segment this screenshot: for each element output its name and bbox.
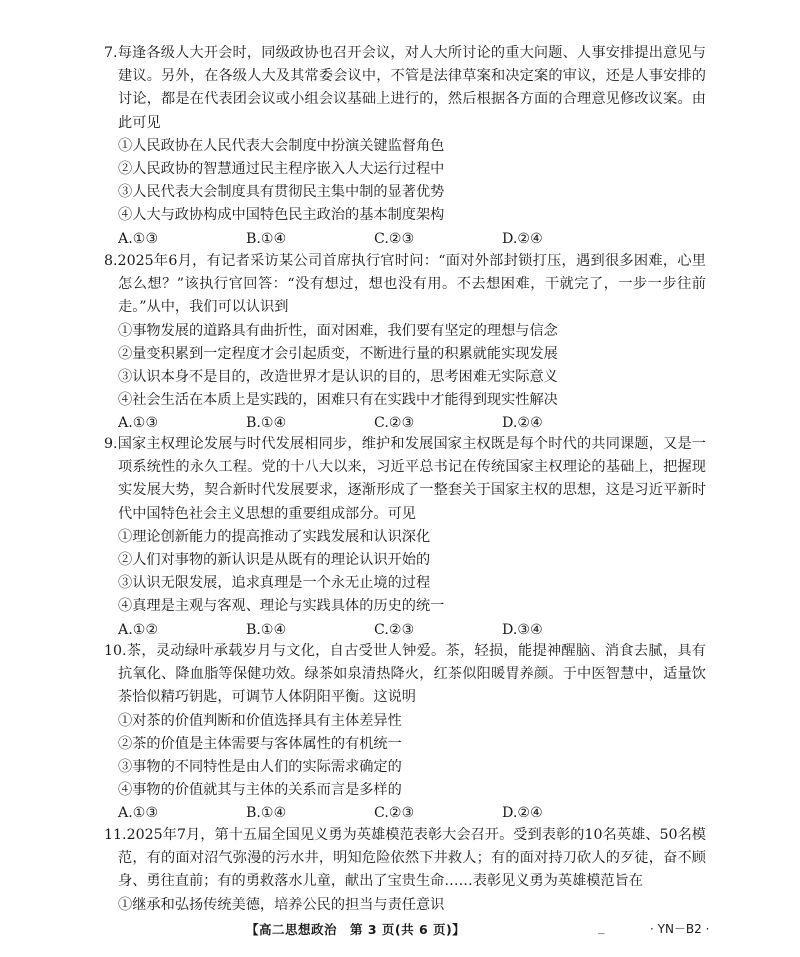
statement: ①对茶的价值判断和价值选择具有主体差异性 <box>118 712 402 729</box>
statement: ④社会生活在本质上是实践的，困难只有在实践中才能得到现实性解决 <box>118 392 558 409</box>
statement: ③人民代表大会制度具有贯彻民主集中制的显著优势 <box>118 184 445 201</box>
statement: ②量变积累到一定程度才会引起质变，不断进行量的积累就能实现发展 <box>118 345 558 362</box>
question-stem: 10.茶，灵动绿叶承载岁月与文化，自古受世人钟爱。茶，轻损，能提神醒脑、消食去腻，具有抗氧化、降血脂等保健功效。绿茶如泉清热降火，红茶似阳暖胃养颜。于中医智慧中，适量饮茶恰似精巧钥匙，可调节人体阴阳平衡。这说明 <box>104 643 706 706</box>
choice-d: D.②④ <box>502 805 543 822</box>
statement: ④人大与政协构成中国特色民主政治的基本制度架构 <box>118 207 445 224</box>
footer-exam-code: · YN－B2 · <box>650 922 710 936</box>
choice-c: C.②③ <box>374 415 415 432</box>
statement: ①人民政协在人民代表大会制度中扮演关键监督角色 <box>118 137 445 154</box>
question-9 <box>104 433 706 642</box>
page-footer <box>0 920 800 944</box>
statement: ③认识本身不是目的，改造世界才是认识的目的，思考困难无实际意义 <box>118 369 558 386</box>
question-7 <box>104 42 706 251</box>
choice-a: A.①③ <box>118 415 159 432</box>
question-10 <box>104 640 706 826</box>
question-stem: 11.2025年7月，第十五届全国见义勇为英雄模范表彰大会召开。受到表彰的10名英雄、50名模范，有的面对沼气弥漫的污水井，明知危险依然下井救人；有的面对持刀砍人的歹徒，奋不顾身、勇往直前；有的勇救落水儿童，献出了宝贵生命……表彰见义勇为英雄模范旨在 <box>104 827 706 890</box>
statement: ③认识无限发展，追求真理是一个永无止境的过程 <box>118 575 431 592</box>
question-stem: 9.国家主权理论发展与时代发展相同步，维护和发展国家主权既是每个时代的共同课题，又是一项系统性的永久工程。党的十八大以来，习近平总书记在传统国家主权理论的基础上，把握现实发展大势，契合新时代发展要求，逐渐形成了一整套关于国家主权的思想，这是习近平新时代中国特色社会主义思想的重要组成部分。可见 <box>104 436 706 522</box>
choice-d: D.②④ <box>502 415 543 432</box>
choice-c: C.②③ <box>374 621 415 638</box>
choice-d: D.③④ <box>502 621 543 638</box>
footer-page-info: 【高二思想政治 第 3 页(共 6 页)】 <box>246 922 466 937</box>
statement: ①理论创新能力的提高推动了实践发展和认识深化 <box>118 528 431 545</box>
choice-c: C.②③ <box>374 805 415 822</box>
statement: ①事物发展的道路具有曲折性，面对困难，我们要有坚定的理想与信念 <box>118 322 558 339</box>
statement: ②人们对事物的新认识是从既有的理论认识开始的 <box>118 552 431 569</box>
choice-a: A.①② <box>118 621 159 638</box>
question-stem: 7.每逢各级人大开会时，同级政协也召开会议，对人大所讨论的重大问题、人事安排提出意见与建议。另外，在各级人大及其常委会议中，不管是法律草案和决定案的审议，还是人事安排的讨论，都是在代表团会议或小组会议基础上进行的，然后根据各方面的合理意见修改议案。由此可见 <box>104 45 706 131</box>
footer-dash: _ <box>598 920 605 935</box>
statement: ②人民政协的智慧通过民主程序嵌入人大运行过程中 <box>118 161 445 178</box>
choice-d: D.②④ <box>502 230 543 247</box>
question-11 <box>104 824 706 917</box>
question-8 <box>104 250 706 436</box>
statement: ②茶的价值是主体需要与客体属性的有机统一 <box>118 735 402 752</box>
answer-choices <box>104 802 706 825</box>
statement: ③事物的不同特性是由人们的实际需求确定的 <box>118 759 402 776</box>
choice-b: B.①④ <box>246 415 287 432</box>
statement: ①继承和弘扬传统美德，培养公民的担当与责任意识 <box>118 896 445 913</box>
choice-a: A.①③ <box>118 230 159 247</box>
question-stem: 8.2025年6月，有记者采访某公司首席执行官时问：“面对外部封锁打压，遇到很多困难，心里怎么想？”该执行官回答：“没有想过，想也没有用。不去想困难，干就完了，一步一步往前走。”从中，我们可以认识到 <box>104 253 706 316</box>
choice-b: B.①④ <box>246 805 287 822</box>
statement: ④事物的价值就其与主体的关系而言是多样的 <box>118 782 402 799</box>
choice-c: C.②③ <box>374 230 415 247</box>
answer-choices <box>104 619 706 642</box>
choice-b: B.①④ <box>246 230 287 247</box>
choice-b: B.①④ <box>246 621 287 638</box>
answer-choices <box>104 228 706 251</box>
choice-a: A.①③ <box>118 805 159 822</box>
statement: ④真理是主观与客观、理论与实践具体的历史的统一 <box>118 598 445 615</box>
